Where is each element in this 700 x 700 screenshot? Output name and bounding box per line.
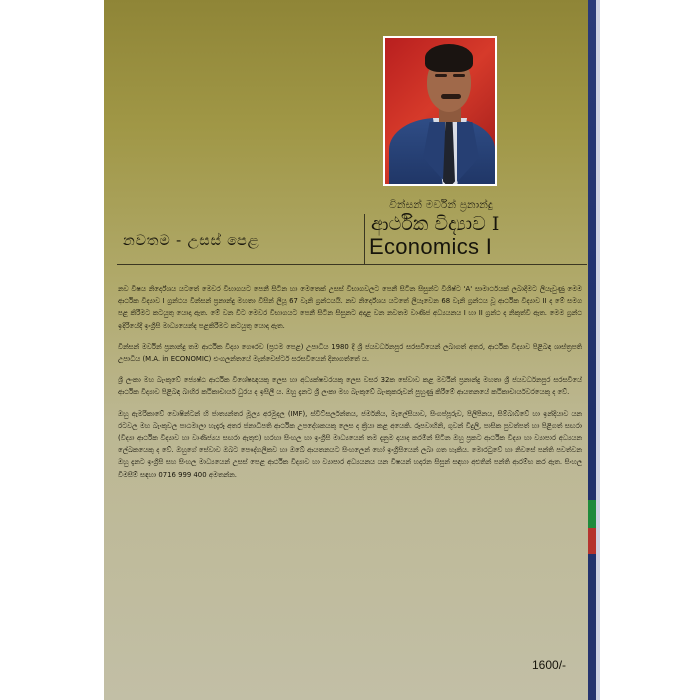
title-english: Economics I bbox=[369, 234, 493, 259]
title-sinhala: ආර්ථික විද්‍යාව I bbox=[371, 213, 500, 235]
description bbox=[118, 283, 582, 490]
description-paragraph: වින්සන් මර්වින් ප්‍රනාන්දු තම ආර්ථික විද්‍යා ගෞරව (ප්‍රථම පෙළ) උපාධිය 1980 දී ශ්‍රී ජයවර්ධනපුර සරසවියෙන් ලබාගත් අතර, ආර්ථික විද්‍යාව පිළිබඳ ශාස්ත්‍රපති උපාධිය (M.A. in ECONOMIC) එංගලන්තයේ මැන්චෙස්ටර් සරසවියෙන් දිනාගත්තේ ය. bbox=[118, 342, 582, 364]
description-paragraph: ශ්‍රී ලංකා මහ බැංකුවේ ජ්‍යෙෂ්ඨ ආර්ථික විශේෂඥයකු ලෙස හා අධ්‍යක්ෂවරයකු ලෙස වසර 32ක සේවාව කළ මර්වින් ප්‍රනාන්දු මහතා ශ්‍රී ජයවර්ධනපුර සරසවියේ ආර්ථික විද්‍යාව පිළිබඳ බාහිර කථිකාචාර්ය ධුරය ද ඉසිලී ය. ඔහු දැනට ශ්‍රී ලංකා මහ බැංකුවේ බැංකුකරුවන් පුහුණු කිරීමේ ආයතනයේ කථිකාචාර්යවරයෙකු ද වේ. bbox=[118, 376, 582, 397]
title-divider-vertical bbox=[364, 214, 365, 264]
title-divider bbox=[117, 264, 587, 265]
author-photo bbox=[383, 36, 497, 186]
description-paragraph: නව විෂය නිර්දේශය යටතේ මෙවර විභාගයට පෙනී සිටින හා මෙතෙක් උසස් විභාගවලට පෙනී සිටින සිසුන්ට විශිෂ්ට 'A' සාමාර්ථයක් ලබාදීමට ලියැවුණු මෙම ආර්ථික විද්‍යාව I ග්‍රන්ථය වින්සන් ප්‍රනාන්දු මහතා විසින් ලියූ 67 වැනි ග්‍රන්ථයයි. නව නිර්දේශය යටතේ ලියැවෙන 68 වැනි ග්‍රන්ථය වූ ආර්ථික විද්‍යාව II ද මේ සමග පළ කිරීමට කටයුතු යොදා ඇත. මේ වන විට මෙවර විභාගයට පෙනී සිටින සිසුනට අදාළ වන නවතම වාණිජ අධ්‍යයනය I හා II ග්‍රන්ථ ද නිකුත්වී ඇත. මෙම ග්‍රන්ථ ඉදිරියේදී ඉංග්‍රීසි මාධ්‍යයෙන්ද පළකිරීමට කටයුතු යොදා ඇත. bbox=[118, 285, 582, 330]
description-paragraph: ඔහු ඇමරිකාවේ වොෂින්ටන් හි ජාත්‍යන්තර මූල්‍ය අරමුදල (IMF), ස්විට්සර්ලන්තය, ජර්මනිය, මැලේසියාව, සිංගප්පූරුව, පිලිපීනය, සිම්බාබ්වේ හා ඉන්දියාව යන රටවල මහ බැංකුවල පාඨමාලා හැදෑරූ අතර ජනාධිපති ආර්ථික උපදේශකයකු ලෙස ද ක්‍රියා කළ අයෙකි. රූපවාහිනි, ගුවන් විදුලි, පාසික පුවත්පත් හා පිළිගත් සඟරා (විද්‍යා ආර්ථික විද්‍යාව හා වාණිජ්‍යය සඟරා ඇතුළු) හරහා සිංහල හා ඉංග්‍රීසි මාධ්‍යයෙන් තම දැනුම දායාද කරමින් සිටින ඔහු ප්‍රකට ආර්ථික විද්‍යා හා ව්‍යාපාර අධ්‍යයන ලේඛකයෙකු ද වේ. ඔහුගේ සේවාව ඔබට පෞද්ගලිකව හා ඔබේ ආයතනයට සිංහලෙන් හෝ ඉංග්‍රීසියෙන් ලබා ගත හැකිය. මොරටුවේ හා නිවසේ පන්ති පවත්වන ඔහු දැනට ඉංග්‍රීසි සහ සිංහල මාධ්‍යයෙන් උසස් පෙළ ආර්ථික විද්‍යාව හා ව්‍යාපාර අධ්‍යයනය යන විෂයන් හදාරන සිසුන් සඳහා අළුතින් පන්ති ආරම්භ කර ඇත. සිංහල විමසීම් සඳහා 0716 999 400 අමතන්න. bbox=[118, 409, 582, 479]
author-name: වින්සන් මර්වින් ප්‍රනාන්දු bbox=[389, 199, 493, 211]
spine-edge bbox=[596, 0, 600, 700]
level-label: නවතම - උසස් පෙළ bbox=[123, 233, 260, 249]
price-label: 1600/- bbox=[532, 658, 567, 672]
